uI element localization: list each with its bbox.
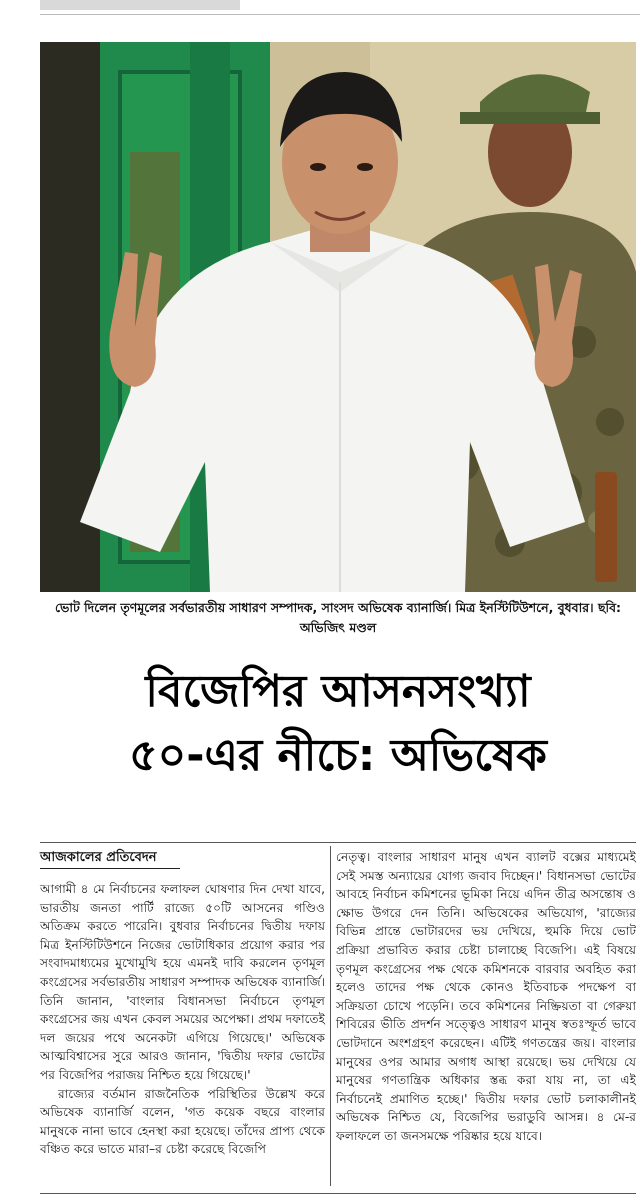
headline-line-1: বিজেপির আসনসংখ্যা [145,666,531,717]
news-photo [40,42,636,592]
paragraph: আগামী ৪ মে নির্বাচনের ফলাফল ঘোষণার দিন দেখা যাবে, ভারতীয় জনতা পার্টি রাজ্যে ৫০টি আসনের গণ্ডিও অতিক্রম করতে পারেনি। বুধবার নির্বাচনের দ্বিতীয় দফায় মিত্র ইনস্টিটিউশনে নিজের ভোটাধিকার প্রয়োগ করার পর সংবাদমাধ্যমের মুখোমুখি হয়ে এমনই দাবি করলেন তৃণমূল কংগ্রেসের সর্বভারতীয় সাধারণ সম্পাদক অভিষেক ব্যানার্জি। তিনি জানান, 'বাংলার বিধানসভা নির্বাচনে তৃণমূল কংগ্রেসের জয় এখন কেবল সময়ের অপেক্ষা। প্রথম দফাতেই দল জয়ের পথে অনেকটা এগিয়ে গিয়েছে।' অভিষেক আত্মবিশ্বাসের সুরে আরও জানান, 'দ্বিতীয় দফার ভোটের পর বিজেপির পরাজয় নিশ্চিত হয়ে গিয়েছে।' [40,882,325,1082]
top-rule [40,14,640,15]
article-top-rule [40,842,636,843]
headline [40,660,636,788]
paragraph: রাজ্যের বর্তমান রাজনৈতিক পরিস্থিতির উল্লেখ করে অভিষেক ব্যানার্জি বলেন, 'গত কয়েক বছরে বাংলার মানুষকে নানা ভাবে হেনস্থা করা হয়েছে। তাঁদের প্রাপ্য থেকে বঞ্চিত করে ভাতে মারা–র চেষ্টা করেছে বিজেপি [40,1086,325,1157]
headline-line-2: ৫০-এর নীচে: অভিষেক [129,730,547,781]
byline: আজকালের প্রতিবেদন [40,850,157,865]
article-column-left [40,880,325,1159]
photo-caption: ভোট দিলেন তৃণমূলের সর্বভারতীয় সাধারণ সম্পাদক, সাংসদ অভিষেক ব্যানার্জি। মিত্র ইনস্টিটিউশনে, বুধবার। ছবি: অভিজিৎ মণ্ডল [54,600,622,635]
column-separator [330,846,331,1186]
article-column-right [336,848,636,1146]
bottom-rule [40,1193,636,1194]
paragraph: নেতৃত্ব। বাংলার সাধারণ মানুষ এখন ব্যালট বক্সের মাধ্যমেই সেই সমস্ত অন্যায়ের যোগ্য জবাব দিচ্ছেন।' বিধানসভা ভোটের আবহে নির্বাচন কমিশনের ভূমিকা নিয়ে এদিন তীব্র অসন্তোষ ও ক্ষোভ উগরে দেন তিনি। অভিষেকের অভিযোগ, 'রাজ্যের বিভিন্ন প্রান্তে ভোটারদের ভয় দেখিয়ে, হুমকি দিয়ে ভোট প্রক্রিয়া প্রভাবিত করার চেষ্টা চালাচ্ছে বিজেপি। এই বিষয়ে তৃণমূল কংগ্রেসের পক্ষ থেকে কমিশনকে বারবার অবহিত করা হলেও তাদের পক্ষ থেকে কোনও ইতিবাচক পদক্ষেপ বা সক্রিয়তা চোখে পড়েনি। তবে কমিশনের নিষ্ক্রিয়তা বা গেরুয়া শিবিরের ভীতি প্রদর্শন সত্ত্বেও সাধারণ মানুষ স্বতঃস্ফূর্ত ভাবে ভোটদানে অংশগ্রহণ করেছেন। এটিই গণতন্ত্রের জয়। বাংলার মানুষের ওপর আমার অগাধ আস্থা রয়েছে। ভয় দেখিয়ে যে মানুষের গণতান্ত্রিক অধিকার স্তব্ধ করা যায় না, তা এই নির্বাচনেই প্রমাণিত হচ্ছে।' দ্বিতীয় দফার ভোট চলাকালীনই অভিষেক নিশ্চিত যে, বিজেপির ভরাডুবি আসন্ন। ৪ মে-র ফলাফলে তা জনসমক্ষে পরিষ্কার হয়ে যাবে। [336,850,636,1143]
top-decorative-bar [40,0,240,10]
byline-underline [40,868,180,869]
